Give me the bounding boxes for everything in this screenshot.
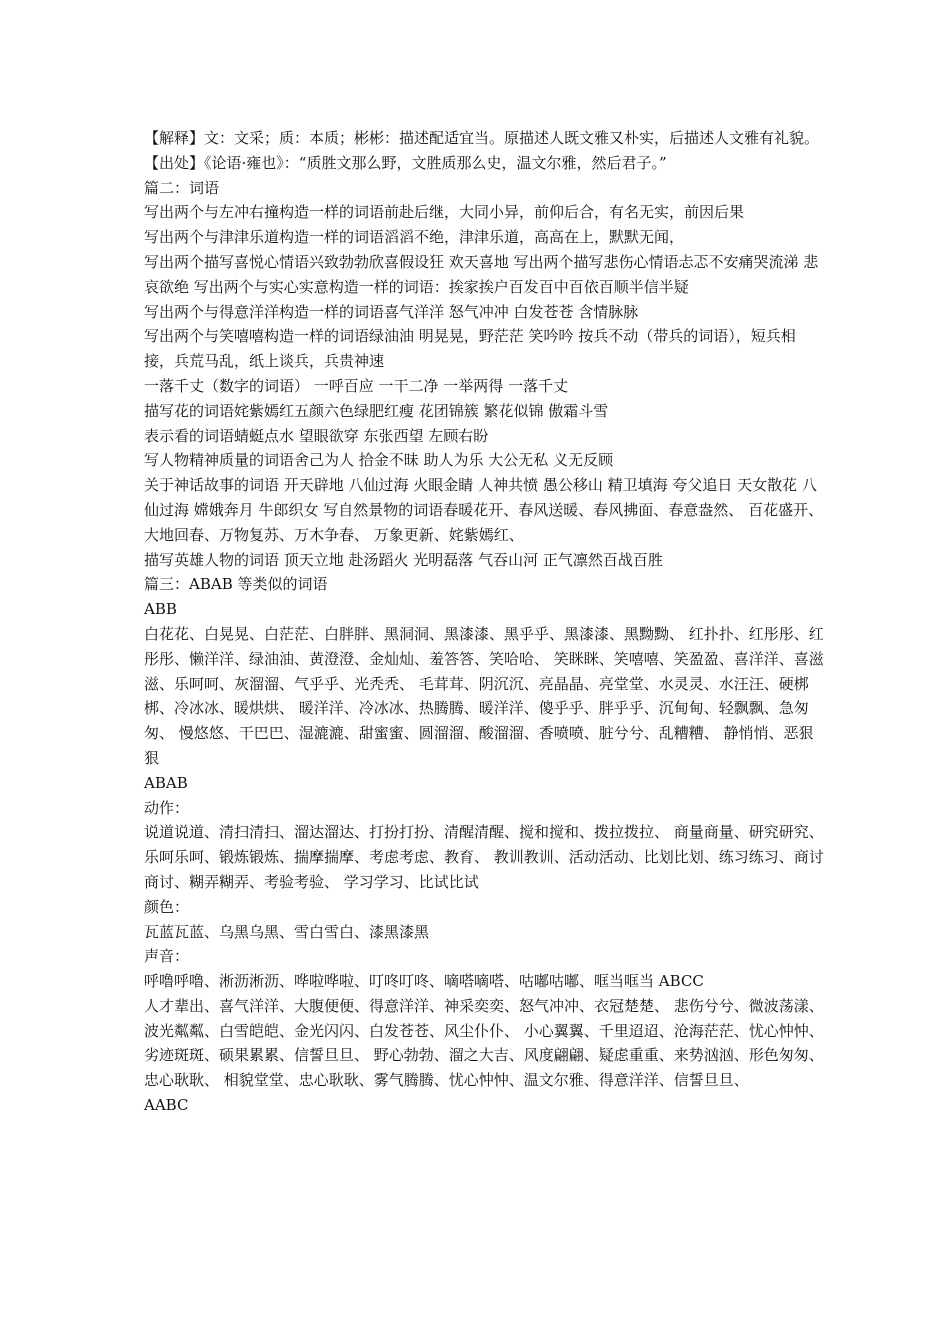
- text-line: 一落千丈（数字的词语） 一呼百应 一干二净 一举两得 一落千丈: [144, 376, 569, 395]
- text-line: 描写花的词语姹紫嫣红五颜六色绿肥红瘦 花团锦簇 繁花似锦 傲霜斗雪: [144, 401, 609, 420]
- text-line: 写出两个与津津乐道构造一样的词语滔滔不绝，津津乐道，高高在上，默默无闻，: [144, 228, 685, 247]
- section-heading: 篇二：词语: [144, 178, 220, 197]
- text-line: 描写英雄人物的词语 顶天立地 赴汤蹈火 光明磊落 气吞山河 正气凛然百战百胜: [144, 550, 663, 569]
- text-line: 写出两个与笑嘻嘻构造一样的词语绿油油 明晃晃，野茫茫 笑吟吟 按兵不动（带兵的词语），短兵相接，兵荒马乱，纸上谈兵，兵贵神速: [144, 327, 796, 371]
- subheading: 声音：: [144, 947, 190, 966]
- subheading: 颜色：: [144, 897, 190, 916]
- text-line: 瓦蓝瓦蓝、乌黑乌黑、雪白雪白、漆黑漆黑: [144, 922, 430, 941]
- text-line: 表示看的词语蜻蜓点水 望眼欲穿 东张西望 左顾右盼: [144, 426, 489, 445]
- subheading: ABB: [144, 600, 177, 619]
- text-line: 白花花、白晃晃、白茫茫、白胖胖、黑洞洞、黑漆漆、黑乎乎、黑漆漆、黑黝黝、 红扑扑、红彤彤、红彤彤、懒洋洋、绿油油、黄澄澄、金灿灿、羞答答、笑哈哈、 笑眯眯、笑嘻嘻、笑盈盈、喜洋洋、喜滋滋、乐呵呵、灰溜溜、气乎乎、光秃秃、 毛茸茸、阴沉沉、亮晶晶、亮堂堂、水灵灵、水汪汪、硬梆梆、冷冰冰、暖烘烘、 暖洋洋、冷冰冰、热腾腾、暖洋洋、傻乎乎、胖乎乎、沉甸甸、轻飘飘、急匆匆、 慢悠悠、干巴巴、湿漉漉、甜蜜蜜、圆溜溜、酸溜溜、香喷喷、脏兮兮、乱糟糟、 静悄悄、恶狠狠: [144, 624, 824, 767]
- text-line: 说道说道、清扫清扫、溜达溜达、打扮打扮、清醒清醒、搅和搅和、拨拉拨拉、 商量商量、研究研究、乐呵乐呵、锻炼锻炼、揣摩揣摩、考虑考虑、教育、 教训教训、活动活动、比划比划、练习练习、商讨商讨、糊弄糊弄、考验考验、 学习学习、比试比试: [144, 823, 824, 891]
- text-line: 人才辈出、喜气洋洋、大腹便便、得意洋洋、神采奕奕、怒气冲冲、衣冠楚楚、 悲伤兮兮、微波荡漾、波光粼粼、白雪皑皑、金光闪闪、白发苍苍、风尘仆仆、 小心翼翼、千里迢迢、沧海茫茫、忧心忡忡、劣迹斑斑、硕果累累、信誓旦旦、 野心勃勃、溜之大吉、风度翩翩、疑虑重重、来势汹汹、形色匆匆、忠心耿耿、 相貌堂堂、忠心耿耿、雾气腾腾、忧心忡忡、温文尔雅、得意洋洋、信誓旦旦、: [144, 996, 824, 1090]
- subheading: AABC: [144, 1096, 189, 1115]
- text-line: 写人物精神质量的词语舍己为人 拾金不昧 助人为乐 大公无私 义无反顾: [144, 451, 614, 470]
- section-heading: 篇三：ABAB 等类似的词语: [144, 575, 328, 594]
- subheading: 动作：: [144, 798, 190, 817]
- document-body: [144, 126, 824, 1118]
- subheading: ABAB: [144, 773, 188, 792]
- text-line: 关于神话故事的词语 开天辟地 八仙过海 火眼金睛 人神共愤 愚公移山 精卫填海 夸父追日 天女散花 八仙过海 嫦娥奔月 牛郎织女 写自然景物的词语春暖花开、春风送暖、春风拂面、春意盎然、 百花盛开、大地回春、万物复苏、万木争春、 万象更新、姹紫嫣红、: [144, 476, 824, 544]
- text-line: 写出两个与左冲右撞构造一样的词语前赴后继，大同小异，前仰后合，有名无实，前因后果: [144, 203, 745, 222]
- text-line: 【出处】《论语·雍也》：“质胜文那么野，文胜质那么史，温文尔雅，然后君子。”: [144, 153, 667, 172]
- text-line: 写出两个与得意洋洋构造一样的词语喜气洋洋 怒气冲冲 白发苍苍 含情脉脉: [144, 302, 639, 321]
- text-line: 写出两个描写喜悦心情语兴致勃勃欣喜假设狂 欢天喜地 写出两个描写悲伤心情语忐忑不安痛哭流涕 悲哀欲绝 写出两个与实心实意构造一样的词语：挨家挨户百发百中百依百顺半信半疑: [144, 252, 819, 296]
- text-line: 呼噜呼噜、淅沥淅沥、哗啦哗啦、叮咚叮咚、嘀嗒嘀嗒、咕嘟咕嘟、哐当哐当 ABCC: [144, 972, 704, 991]
- text-line: 【解释】文：文采；质：本质；彬彬：描述配适宜当。原描述人既文雅又朴实，后描述人文雅有礼貌。: [144, 129, 820, 147]
